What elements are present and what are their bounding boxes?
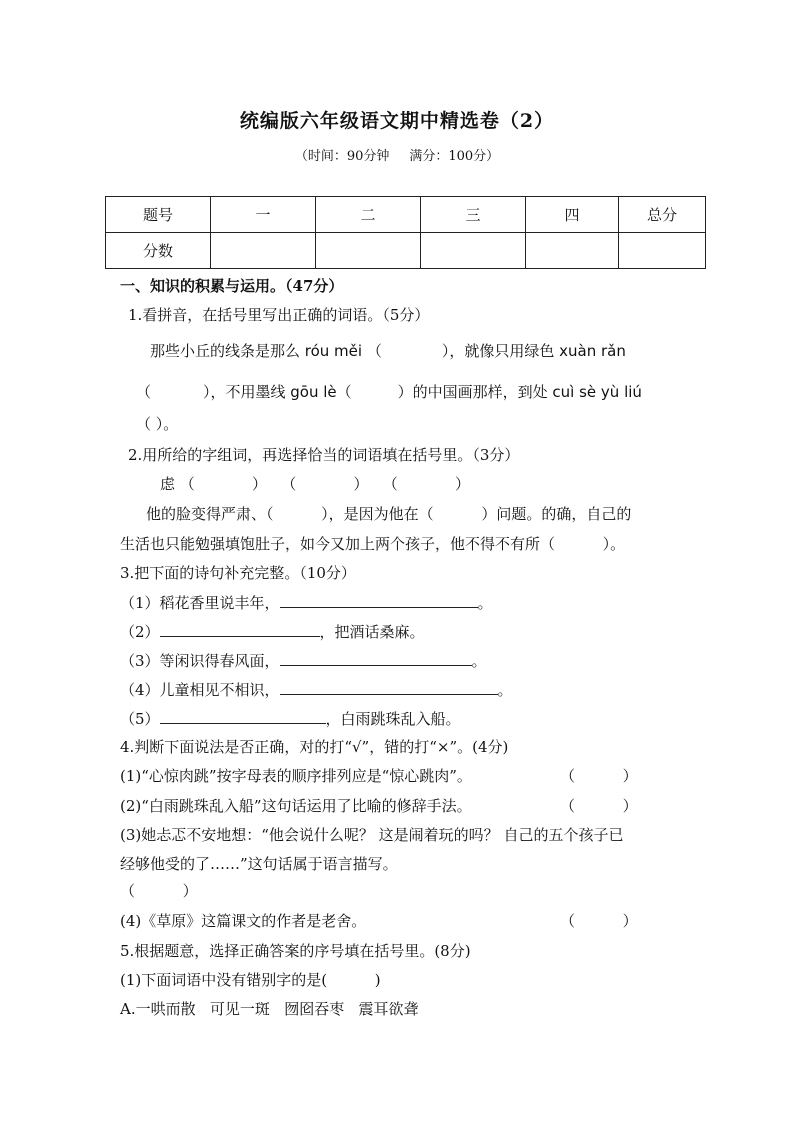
q4-answer-4[interactable]: （ ） [560, 912, 638, 930]
q1-line2-a: （ [136, 383, 152, 401]
q1-line3: （ ）。 [136, 415, 179, 433]
q3-item1 [120, 592, 493, 613]
exam-info [0, 145, 794, 164]
q3-item1-end: 。 [477, 594, 493, 612]
q5-prompt: 5.根据题意，选择正确答案的序号填在括号里。(8分) [120, 942, 471, 960]
score-input-1[interactable] [211, 233, 316, 269]
score-cell-total: 总分 [619, 197, 706, 233]
score-input-2[interactable] [316, 233, 421, 269]
q4-answer-3[interactable]: （ ） [120, 882, 198, 900]
q3-item2 [120, 621, 425, 642]
q3-blank-1[interactable] [280, 592, 478, 608]
section-heading: 一、知识的积累与运用。（47分） [120, 277, 344, 295]
q3-item5-end: ，白雨跳珠乱入船。 [325, 710, 461, 728]
score-table [105, 196, 706, 269]
q5-option-a: A.一哄而散 可见一斑 囫囵吞枣 震耳欲聋 [120, 1000, 419, 1018]
q3-item2-end: ，把酒话桑麻。 [319, 623, 425, 641]
q3-blank-4[interactable] [280, 679, 498, 695]
q2-char-line: 虑 （ ） （ ） （ ） [160, 475, 471, 493]
q2-prompt: 2.用所给的字组词，再选择恰当的词语填在括号里。（3分） [128, 446, 520, 464]
q3-item5 [120, 708, 461, 729]
q1-line1 [150, 341, 626, 361]
q1-line1-b: ），就像只用绿色 xuàn rǎn [441, 342, 626, 360]
q5-sub1: (1)下面词语中没有错别字的是( ) [120, 971, 381, 989]
score-cell-col2: 二 [316, 197, 421, 233]
score-input-4[interactable] [526, 233, 619, 269]
score-cell-label: 题号 [106, 197, 211, 233]
q4-answer-2[interactable]: （ ） [560, 797, 638, 815]
q1-line2-c: ）的中国画那样，到处 cuì sè yù liú [397, 383, 642, 401]
q1-line2-b: ），不用墨线 gōu lè（ [203, 383, 352, 401]
q3-item3-text: （3）等闲识得春风面， [120, 652, 280, 670]
q4-item3-line1: (3)她忐忑不安地想：“他会说什么呢？ 这是闹着玩的吗？ 自己的五个孩子已 [120, 826, 624, 844]
q3-item3 [120, 650, 487, 671]
q2-line1: 他的脸变得严肃、（ ），是因为他在（ ）问题。的确，自己的 [146, 505, 632, 523]
q1-line2 [136, 382, 642, 402]
exam-full-score: 满分：100分） [409, 149, 500, 164]
q4-item2: (2)“白雨跳珠乱入船”这句话运用了比喻的修辞手法。 [120, 797, 472, 815]
score-table-header-row [106, 197, 706, 233]
q1-prompt: 1.看拼音，在括号里写出正确的词语。（5分） [128, 306, 430, 324]
q3-item2-text: （2） [120, 623, 160, 641]
score-cell-col1: 一 [211, 197, 316, 233]
q4-item1: (1)“心惊肉跳”按字母表的顺序排列应是“惊心跳肉”。 [120, 767, 472, 785]
q2-line2: 生活也只能勉强填饱肚子，如今又加上两个孩子，他不得不有所（ ）。 [120, 535, 626, 553]
q3-prompt: 3.把下面的诗句补充完整。（10分） [120, 564, 356, 582]
q4-item3-line2: 经够他受的了……”这句话属于语言描写。 [120, 855, 398, 873]
page-title: 统编版六年级语文期中精选卷（2） [239, 110, 555, 132]
score-cell-col3: 三 [421, 197, 526, 233]
q4-item4: (4)《草原》这篇课文的作者是老舍。 [120, 912, 367, 930]
q3-blank-2[interactable] [160, 621, 320, 637]
q1-line1-a: 那些小丘的线条是那么 róu měi （ [150, 342, 382, 360]
q4-prompt: 4.判断下面说法是否正确，对的打“√”，错的打“×”。(4分) [120, 738, 509, 756]
q3-item1-text: （1）稻花香里说丰年， [120, 594, 280, 612]
exam-time: （时间：90分钟 [294, 149, 390, 164]
score-input-total[interactable] [619, 233, 706, 269]
score-row-label: 分数 [106, 233, 211, 269]
q3-item4 [120, 679, 513, 700]
q3-item4-end: 。 [497, 681, 513, 699]
q3-item3-end: 。 [471, 652, 487, 670]
q3-item5-text: （5） [120, 710, 160, 728]
q4-answer-1[interactable]: （ ） [560, 767, 638, 785]
score-input-3[interactable] [421, 233, 526, 269]
q3-blank-3[interactable] [280, 650, 472, 666]
q3-item4-text: （4）儿童相见不相识， [120, 681, 280, 699]
score-cell-col4: 四 [526, 197, 619, 233]
score-table-score-row [106, 233, 706, 269]
q3-blank-5[interactable] [160, 708, 326, 724]
